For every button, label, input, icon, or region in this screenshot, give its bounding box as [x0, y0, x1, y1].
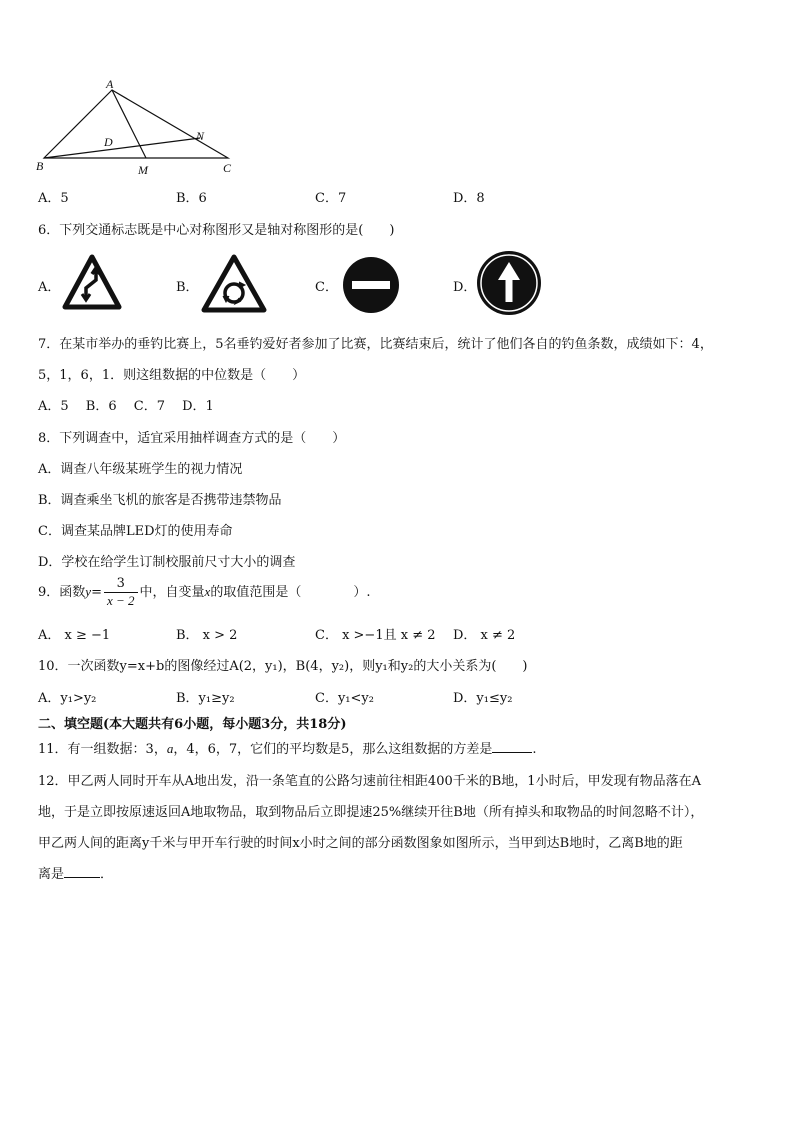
roundabout-sign-icon: [201, 254, 267, 314]
q12-line4: [38, 863, 113, 882]
q9-numerator: 3: [104, 576, 138, 593]
q12-answer-blank: [64, 865, 100, 878]
q9-y-var: y: [85, 584, 92, 599]
q12-line1: 12．甲乙两人同时开车从A地出发，沿一条笔直的公路匀速前往相距400千米的B地，1小时后，甲发现有物品落在A: [38, 774, 701, 789]
q10-stem: 10．一次函数y=x+b的图像经过A(2，y₁)，B(4，y₂)，则y₁和y₂的大小关系为( ): [38, 659, 528, 674]
q11-stem: [38, 738, 537, 757]
q9-stem: [38, 576, 370, 609]
section-title-fill-in: 二、填空题(本大题共有6小题，每小题3分，共18分): [38, 717, 347, 732]
q7-options: A．5 B．6 C．7 D．1: [38, 399, 214, 414]
label-M: M: [138, 163, 148, 177]
q9-option-c: C． x >−1且 x ≠ 2: [315, 628, 436, 643]
q12-end: ．: [100, 867, 114, 882]
q10-option-b: B．y₁≥y₂: [176, 691, 235, 706]
q5-option-a: A．5: [38, 191, 69, 206]
q9-denominator: x − 2: [106, 593, 135, 608]
straight-ahead-sign-icon: [476, 250, 542, 316]
triangle-figure: [30, 78, 250, 178]
q11-end: .: [532, 742, 537, 757]
q5-option-b: B．6: [176, 191, 207, 206]
label-B: B: [36, 159, 44, 173]
q9-fraction: [104, 576, 138, 609]
q10-option-a: A．y₁>y₂: [38, 691, 97, 706]
q8-option-d: D．学校在给学生订制校服前尺寸大小的调查: [38, 555, 296, 570]
q11-var-a: a: [166, 741, 174, 756]
q11-pre: 11．有一组数据：3，: [38, 742, 167, 757]
q10-option-c: C．y₁<y₂: [315, 691, 374, 706]
q8-stem: 8．下列调查中，适宜采用抽样调查方式的是（ ）: [38, 431, 346, 446]
q5-option-c: C．7: [315, 191, 347, 206]
q9-option-d: D． x ≠ 2: [453, 628, 516, 643]
q6-stem: 6．下列交通标志既是中心对称图形又是轴对称图形的是( ): [38, 223, 395, 238]
q8-option-a: A．调查八年级某班学生的视力情况: [38, 462, 243, 477]
q7-stem-line2: 5，1，6，1．则这组数据的中位数是（ ）: [38, 368, 306, 383]
no-entry-sign-icon: [342, 256, 400, 314]
q9-eq: =: [91, 585, 102, 600]
q7-stem-line1: 7．在某市举办的垂钓比赛上，5名垂钓爱好者参加了比赛，比赛结束后，统计了他们各自的钓鱼条数，成绩如下：4，: [38, 337, 713, 352]
q12-line4-text: 离是: [38, 867, 65, 882]
q6-label-b: B．: [176, 280, 199, 295]
q9-option-b: B． x > 2: [176, 628, 238, 643]
label-D: D: [104, 135, 113, 149]
q9-x-var: x: [204, 584, 211, 599]
q8-option-b: B．调查乘坐飞机的旅客是否携带违禁物品: [38, 493, 282, 508]
q8-option-c: C．调查某品牌LED灯的使用寿命: [38, 524, 233, 539]
q10-option-d: D．y₁≤y₂: [453, 691, 513, 706]
q11-answer-blank: [492, 740, 532, 753]
label-C: C: [223, 161, 232, 175]
label-A: A: [106, 78, 114, 91]
q12-line3: 甲乙两人间的距离y千米与甲开车行驶的时间x小时之间的部分函数图象如图所示，当甲到达B地时，乙离B地的距: [38, 836, 683, 851]
q12-line2: 地，于是立即按原速返回A地取物品，取到物品后立即提速25%继续开往B地（所有掉头和取物品的时间忽略不计），: [38, 805, 704, 820]
zigzag-road-sign-icon: [62, 254, 122, 310]
label-N: N: [196, 129, 205, 143]
q9-mid: 中，自变量: [139, 585, 205, 600]
q6-label-c: C．: [315, 280, 338, 295]
q9-option-a: A． x ≥ −1: [38, 628, 111, 643]
q6-label-a: A．: [38, 280, 61, 295]
q6-label-d: D．: [453, 280, 477, 295]
q11-post: ，4，6，7，它们的平均数是5，那么这组数据的方差是: [173, 742, 493, 757]
q5-option-d: D．8: [453, 191, 485, 206]
q9-prefix: 9．函数: [38, 585, 86, 600]
q9-suffix: 的取值范围是（ ）.: [210, 585, 371, 600]
